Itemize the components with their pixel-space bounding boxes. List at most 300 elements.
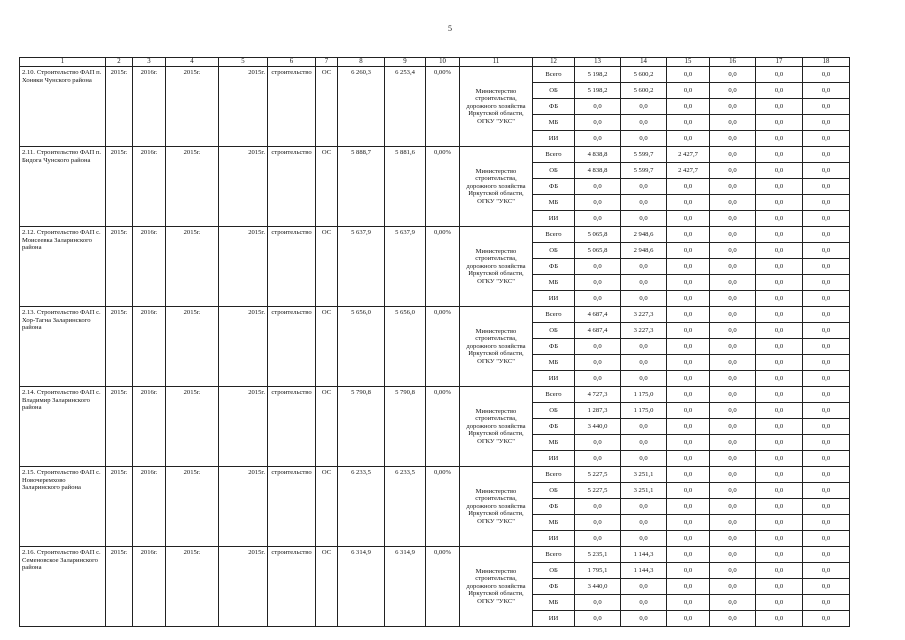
work-type-cell: строительство [268, 547, 316, 627]
amount-cell: 0,0 [667, 195, 710, 211]
program-table [19, 57, 850, 627]
amount-cell: 0,0 [667, 435, 710, 451]
amount-cell: 0,0 [710, 595, 756, 611]
amount-cell: 5 599,7 [621, 163, 667, 179]
amount-cell: 0,0 [575, 355, 621, 371]
amount-cell: 0,0 [756, 451, 803, 467]
amount-cell: 0,0 [621, 595, 667, 611]
amount-cell: 0,0 [756, 275, 803, 291]
amount-cell: 0,0 [621, 515, 667, 531]
start-year-cell: 2015г. [106, 147, 133, 227]
amount-cell: 0,0 [667, 275, 710, 291]
amount-cell: 1 287,3 [575, 403, 621, 419]
readiness-cell: 0,00% [426, 307, 460, 387]
executor-cell: Министерство строительства, дорожного хозяйства Иркутской области, ОГКУ "УКС" [460, 467, 533, 547]
amount-cell: 0,0 [803, 323, 850, 339]
column-header-10: 10 [426, 58, 460, 67]
budget-level-cell: ИИ [533, 531, 575, 547]
amount-cell: 0,0 [756, 179, 803, 195]
amount-cell: 0,0 [756, 483, 803, 499]
amount-cell: 0,0 [667, 563, 710, 579]
amount-cell: 4 838,8 [575, 163, 621, 179]
budget-level-cell: Всего [533, 387, 575, 403]
amount-cell: 0,0 [575, 211, 621, 227]
amount-cell: 0,0 [710, 355, 756, 371]
amount-cell: 0,0 [710, 163, 756, 179]
work-type-cell: строительство [268, 227, 316, 307]
column-header-7: 7 [316, 58, 338, 67]
amount-cell: 0,0 [803, 355, 850, 371]
column-header-17: 17 [756, 58, 803, 67]
amount-cell: 0,0 [667, 243, 710, 259]
budget-level-cell: ИИ [533, 451, 575, 467]
column-header-15: 15 [667, 58, 710, 67]
budget-level-cell: ОБ [533, 323, 575, 339]
fund-type-cell: ОС [316, 227, 338, 307]
end-year-cell: 2016г. [133, 467, 166, 547]
amount-cell: 0,0 [667, 371, 710, 387]
executor-cell: Министерство строительства, дорожного хозяйства Иркутской области, ОГКУ "УКС" [460, 227, 533, 307]
amount-cell: 1 795,1 [575, 563, 621, 579]
amount-cell: 0,0 [575, 595, 621, 611]
amount-cell: 0,0 [803, 275, 850, 291]
amount-cell: 0,0 [575, 499, 621, 515]
amount-cell: 0,0 [575, 611, 621, 627]
amount-cell: 0,0 [756, 515, 803, 531]
amount-cell: 1 144,3 [621, 563, 667, 579]
table-row [20, 467, 850, 483]
budget-level-cell: ФБ [533, 579, 575, 595]
cost-cell: 6 260,3 [338, 67, 385, 147]
amount-cell: 0,0 [710, 547, 756, 563]
budget-level-cell: ФБ [533, 99, 575, 115]
amount-cell: 0,0 [667, 403, 710, 419]
budget-level-cell: Всего [533, 467, 575, 483]
budget-level-cell: ИИ [533, 291, 575, 307]
amount-cell: 0,0 [575, 195, 621, 211]
cost-cell: 5 888,7 [338, 147, 385, 227]
amount-cell: 0,0 [803, 595, 850, 611]
amount-cell: 0,0 [756, 67, 803, 83]
budget-level-cell: ИИ [533, 611, 575, 627]
amount-cell: 0,0 [621, 131, 667, 147]
amount-cell: 0,0 [667, 115, 710, 131]
remaining-cost-cell: 6 233,5 [385, 467, 426, 547]
amount-cell: 0,0 [667, 83, 710, 99]
amount-cell: 0,0 [667, 291, 710, 307]
amount-cell: 4 727,3 [575, 387, 621, 403]
executor-cell: Министерство строительства, дорожного хозяйства Иркутской области, ОГКУ "УКС" [460, 147, 533, 227]
amount-cell: 0,0 [756, 115, 803, 131]
budget-level-cell: ОБ [533, 83, 575, 99]
fund-type-cell: ОС [316, 147, 338, 227]
amount-cell: 0,0 [756, 291, 803, 307]
table-row [20, 147, 850, 163]
amount-cell: 0,0 [621, 499, 667, 515]
amount-cell: 5 198,2 [575, 83, 621, 99]
work-type-cell: строительство [268, 147, 316, 227]
amount-cell: 0,0 [575, 99, 621, 115]
amount-cell: 0,0 [710, 483, 756, 499]
amount-cell: 3 227,3 [621, 323, 667, 339]
amount-cell: 0,0 [803, 515, 850, 531]
amount-cell: 0,0 [803, 531, 850, 547]
amount-cell: 0,0 [803, 179, 850, 195]
col4-year-cell: 2015г. [166, 307, 219, 387]
remaining-cost-cell: 6 253,4 [385, 67, 426, 147]
executor-cell: Министерство строительства, дорожного хозяйства Иркутской области, ОГКУ "УКС" [460, 547, 533, 627]
column-header-4: 4 [166, 58, 219, 67]
budget-level-cell: Всего [533, 147, 575, 163]
amount-cell: 0,0 [621, 371, 667, 387]
remaining-cost-cell: 5 790,8 [385, 387, 426, 467]
column-header-2: 2 [106, 58, 133, 67]
amount-cell: 4 687,4 [575, 323, 621, 339]
amount-cell: 0,0 [710, 259, 756, 275]
amount-cell: 0,0 [803, 307, 850, 323]
amount-cell: 0,0 [756, 435, 803, 451]
amount-cell: 3 440,0 [575, 579, 621, 595]
remaining-cost-cell: 5 881,6 [385, 147, 426, 227]
amount-cell: 0,0 [710, 467, 756, 483]
work-type-cell: строительство [268, 307, 316, 387]
end-year-cell: 2016г. [133, 387, 166, 467]
fund-type-cell: ОС [316, 307, 338, 387]
executor-cell: Министерство строительства, дорожного хозяйства Иркутской области, ОГКУ "УКС" [460, 307, 533, 387]
amount-cell: 0,0 [710, 307, 756, 323]
amount-cell: 0,0 [756, 403, 803, 419]
budget-level-cell: МБ [533, 355, 575, 371]
amount-cell: 0,0 [621, 339, 667, 355]
amount-cell: 0,0 [667, 355, 710, 371]
amount-cell: 0,0 [667, 339, 710, 355]
amount-cell: 0,0 [667, 211, 710, 227]
amount-cell: 0,0 [803, 67, 850, 83]
budget-level-cell: МБ [533, 115, 575, 131]
amount-cell: 0,0 [803, 611, 850, 627]
budget-level-cell: ИИ [533, 131, 575, 147]
amount-cell: 0,0 [621, 259, 667, 275]
amount-cell: 2 427,7 [667, 147, 710, 163]
column-header-6: 6 [268, 58, 316, 67]
column-header-8: 8 [338, 58, 385, 67]
budget-level-cell: МБ [533, 515, 575, 531]
amount-cell: 0,0 [667, 515, 710, 531]
amount-cell: 0,0 [756, 323, 803, 339]
budget-level-cell: МБ [533, 275, 575, 291]
amount-cell: 0,0 [621, 115, 667, 131]
amount-cell: 0,0 [803, 579, 850, 595]
amount-cell: 0,0 [756, 547, 803, 563]
amount-cell: 0,0 [803, 419, 850, 435]
end-year-cell: 2016г. [133, 67, 166, 147]
amount-cell: 0,0 [710, 275, 756, 291]
cost-cell: 6 314,9 [338, 547, 385, 627]
amount-cell: 0,0 [756, 371, 803, 387]
end-year-cell: 2016г. [133, 307, 166, 387]
amount-cell: 0,0 [710, 131, 756, 147]
amount-cell: 0,0 [621, 291, 667, 307]
table-row [20, 387, 850, 403]
amount-cell: 0,0 [803, 339, 850, 355]
amount-cell: 0,0 [803, 483, 850, 499]
amount-cell: 0,0 [621, 99, 667, 115]
amount-cell: 0,0 [710, 339, 756, 355]
amount-cell: 0,0 [803, 547, 850, 563]
amount-cell: 0,0 [803, 451, 850, 467]
col4-year-cell: 2015г. [166, 67, 219, 147]
readiness-cell: 0,00% [426, 147, 460, 227]
amount-cell: 0,0 [667, 611, 710, 627]
amount-cell: 0,0 [756, 259, 803, 275]
amount-cell: 5 065,8 [575, 227, 621, 243]
amount-cell: 1 144,3 [621, 547, 667, 563]
amount-cell: 0,0 [710, 451, 756, 467]
remaining-cost-cell: 5 637,9 [385, 227, 426, 307]
amount-cell: 0,0 [667, 531, 710, 547]
amount-cell: 0,0 [621, 419, 667, 435]
budget-level-cell: Всего [533, 67, 575, 83]
budget-level-cell: ОБ [533, 563, 575, 579]
amount-cell: 0,0 [710, 435, 756, 451]
amount-cell: 0,0 [756, 227, 803, 243]
executor-cell: Министерство строительства, дорожного хозяйства Иркутской области, ОГКУ "УКС" [460, 387, 533, 467]
amount-cell: 0,0 [756, 467, 803, 483]
budget-level-cell: ОБ [533, 243, 575, 259]
amount-cell: 0,0 [710, 115, 756, 131]
start-year-cell: 2015г. [106, 307, 133, 387]
budget-level-cell: ФБ [533, 499, 575, 515]
amount-cell: 0,0 [621, 579, 667, 595]
amount-cell: 0,0 [667, 179, 710, 195]
amount-cell: 0,0 [756, 595, 803, 611]
amount-cell: 0,0 [756, 339, 803, 355]
budget-level-cell: Всего [533, 227, 575, 243]
amount-cell: 0,0 [667, 323, 710, 339]
budget-level-cell: МБ [533, 595, 575, 611]
budget-level-cell: МБ [533, 435, 575, 451]
budget-level-cell: ОБ [533, 483, 575, 499]
amount-cell: 0,0 [803, 83, 850, 99]
amount-cell: 0,0 [756, 131, 803, 147]
amount-cell: 2 427,7 [667, 163, 710, 179]
col5-year-cell: 2015г. [219, 307, 268, 387]
start-year-cell: 2015г. [106, 547, 133, 627]
amount-cell: 0,0 [667, 483, 710, 499]
amount-cell: 0,0 [803, 259, 850, 275]
end-year-cell: 2016г. [133, 547, 166, 627]
amount-cell: 0,0 [710, 531, 756, 547]
amount-cell: 5 600,2 [621, 83, 667, 99]
amount-cell: 0,0 [756, 83, 803, 99]
amount-cell: 0,0 [756, 419, 803, 435]
amount-cell: 0,0 [756, 611, 803, 627]
amount-cell: 0,0 [710, 611, 756, 627]
column-header-3: 3 [133, 58, 166, 67]
amount-cell: 0,0 [575, 435, 621, 451]
amount-cell: 5 227,5 [575, 467, 621, 483]
amount-cell: 0,0 [710, 371, 756, 387]
work-type-cell: строительство [268, 67, 316, 147]
start-year-cell: 2015г. [106, 227, 133, 307]
amount-cell: 0,0 [667, 499, 710, 515]
remaining-cost-cell: 5 656,0 [385, 307, 426, 387]
amount-cell: 0,0 [667, 467, 710, 483]
column-header-13: 13 [575, 58, 621, 67]
amount-cell: 0,0 [803, 115, 850, 131]
column-header-5: 5 [219, 58, 268, 67]
object-name-cell: 2.11. Строительство ФАП п. Бидога Чунского района [20, 147, 106, 227]
table-row [20, 227, 850, 243]
amount-cell: 0,0 [621, 531, 667, 547]
budget-level-cell: ИИ [533, 211, 575, 227]
amount-cell: 1 175,0 [621, 387, 667, 403]
col5-year-cell: 2015г. [219, 147, 268, 227]
amount-cell: 0,0 [667, 387, 710, 403]
amount-cell: 0,0 [756, 243, 803, 259]
amount-cell: 5 065,8 [575, 243, 621, 259]
amount-cell: 0,0 [575, 339, 621, 355]
col5-year-cell: 2015г. [219, 227, 268, 307]
amount-cell: 0,0 [667, 307, 710, 323]
amount-cell: 0,0 [803, 211, 850, 227]
amount-cell: 0,0 [710, 515, 756, 531]
readiness-cell: 0,00% [426, 467, 460, 547]
amount-cell: 0,0 [803, 147, 850, 163]
amount-cell: 0,0 [710, 83, 756, 99]
amount-cell: 0,0 [756, 579, 803, 595]
amount-cell: 0,0 [803, 371, 850, 387]
amount-cell: 5 198,2 [575, 67, 621, 83]
amount-cell: 0,0 [803, 403, 850, 419]
amount-cell: 0,0 [710, 403, 756, 419]
column-header-11: 11 [460, 58, 533, 67]
col4-year-cell: 2015г. [166, 227, 219, 307]
amount-cell: 0,0 [710, 323, 756, 339]
amount-cell: 0,0 [710, 147, 756, 163]
table-row [20, 307, 850, 323]
amount-cell: 2 948,6 [621, 243, 667, 259]
amount-cell: 0,0 [756, 147, 803, 163]
amount-cell: 3 251,1 [621, 467, 667, 483]
amount-cell: 0,0 [756, 563, 803, 579]
readiness-cell: 0,00% [426, 387, 460, 467]
amount-cell: 0,0 [710, 211, 756, 227]
work-type-cell: строительство [268, 467, 316, 547]
cost-cell: 5 656,0 [338, 307, 385, 387]
amount-cell: 0,0 [803, 435, 850, 451]
amount-cell: 0,0 [803, 387, 850, 403]
object-name-cell: 2.10. Строительство ФАП п. Хоняки Чунского района [20, 67, 106, 147]
object-name-cell: 2.13. Строительство ФАП с. Хор-Тагна Заларинского района [20, 307, 106, 387]
fund-type-cell: ОС [316, 547, 338, 627]
page-number: 5 [448, 24, 452, 33]
amount-cell: 0,0 [710, 195, 756, 211]
budget-level-cell: ИИ [533, 371, 575, 387]
amount-cell: 3 227,3 [621, 307, 667, 323]
executor-cell: Министерство строительства, дорожного хозяйства Иркутской области, ОГКУ "УКС" [460, 67, 533, 147]
amount-cell: 0,0 [710, 499, 756, 515]
amount-cell: 0,0 [575, 131, 621, 147]
start-year-cell: 2015г. [106, 467, 133, 547]
table-body [20, 58, 850, 627]
budget-level-cell: МБ [533, 195, 575, 211]
amount-cell: 4 687,4 [575, 307, 621, 323]
amount-cell: 0,0 [710, 579, 756, 595]
budget-level-cell: Всего [533, 307, 575, 323]
budget-level-cell: Всего [533, 547, 575, 563]
amount-cell: 0,0 [756, 307, 803, 323]
fund-type-cell: ОС [316, 387, 338, 467]
amount-cell: 0,0 [756, 499, 803, 515]
amount-cell: 0,0 [575, 371, 621, 387]
cost-cell: 5 637,9 [338, 227, 385, 307]
amount-cell: 0,0 [710, 291, 756, 307]
amount-cell: 0,0 [803, 499, 850, 515]
amount-cell: 5 600,2 [621, 67, 667, 83]
col4-year-cell: 2015г. [166, 147, 219, 227]
end-year-cell: 2016г. [133, 147, 166, 227]
col4-year-cell: 2015г. [166, 387, 219, 467]
amount-cell: 0,0 [667, 131, 710, 147]
amount-cell: 0,0 [803, 243, 850, 259]
amount-cell: 0,0 [667, 451, 710, 467]
amount-cell: 0,0 [667, 579, 710, 595]
column-header-14: 14 [621, 58, 667, 67]
amount-cell: 0,0 [575, 291, 621, 307]
end-year-cell: 2016г. [133, 227, 166, 307]
readiness-cell: 0,00% [426, 547, 460, 627]
amount-cell: 0,0 [756, 163, 803, 179]
budget-level-cell: ФБ [533, 339, 575, 355]
budget-level-cell: ОБ [533, 403, 575, 419]
amount-cell: 0,0 [756, 99, 803, 115]
amount-cell: 0,0 [756, 387, 803, 403]
col4-year-cell: 2015г. [166, 547, 219, 627]
amount-cell: 0,0 [803, 467, 850, 483]
amount-cell: 0,0 [803, 131, 850, 147]
amount-cell: 0,0 [621, 451, 667, 467]
amount-cell: 0,0 [667, 547, 710, 563]
column-header-12: 12 [533, 58, 575, 67]
header-row [20, 58, 850, 67]
amount-cell: 2 948,6 [621, 227, 667, 243]
column-header-16: 16 [710, 58, 756, 67]
budget-level-cell: ФБ [533, 179, 575, 195]
amount-cell: 0,0 [575, 115, 621, 131]
budget-level-cell: ФБ [533, 259, 575, 275]
cost-cell: 5 790,8 [338, 387, 385, 467]
amount-cell: 0,0 [803, 227, 850, 243]
object-name-cell: 2.12. Строительство ФАП с. Моисеевка Заларинского района [20, 227, 106, 307]
amount-cell: 0,0 [575, 515, 621, 531]
amount-cell: 0,0 [756, 195, 803, 211]
object-name-cell: 2.15. Строительство ФАП с. Новочеремхово Заларинского района [20, 467, 106, 547]
cost-cell: 6 233,5 [338, 467, 385, 547]
column-header-9: 9 [385, 58, 426, 67]
object-name-cell: 2.16. Строительство ФАП с. Семеновское Заларинского района [20, 547, 106, 627]
amount-cell: 0,0 [710, 419, 756, 435]
amount-cell: 0,0 [621, 211, 667, 227]
col4-year-cell: 2015г. [166, 467, 219, 547]
col5-year-cell: 2015г. [219, 547, 268, 627]
amount-cell: 0,0 [803, 99, 850, 115]
amount-cell: 5 227,5 [575, 483, 621, 499]
amount-cell: 1 175,0 [621, 403, 667, 419]
amount-cell: 0,0 [803, 195, 850, 211]
amount-cell: 0,0 [667, 419, 710, 435]
amount-cell: 5 599,7 [621, 147, 667, 163]
